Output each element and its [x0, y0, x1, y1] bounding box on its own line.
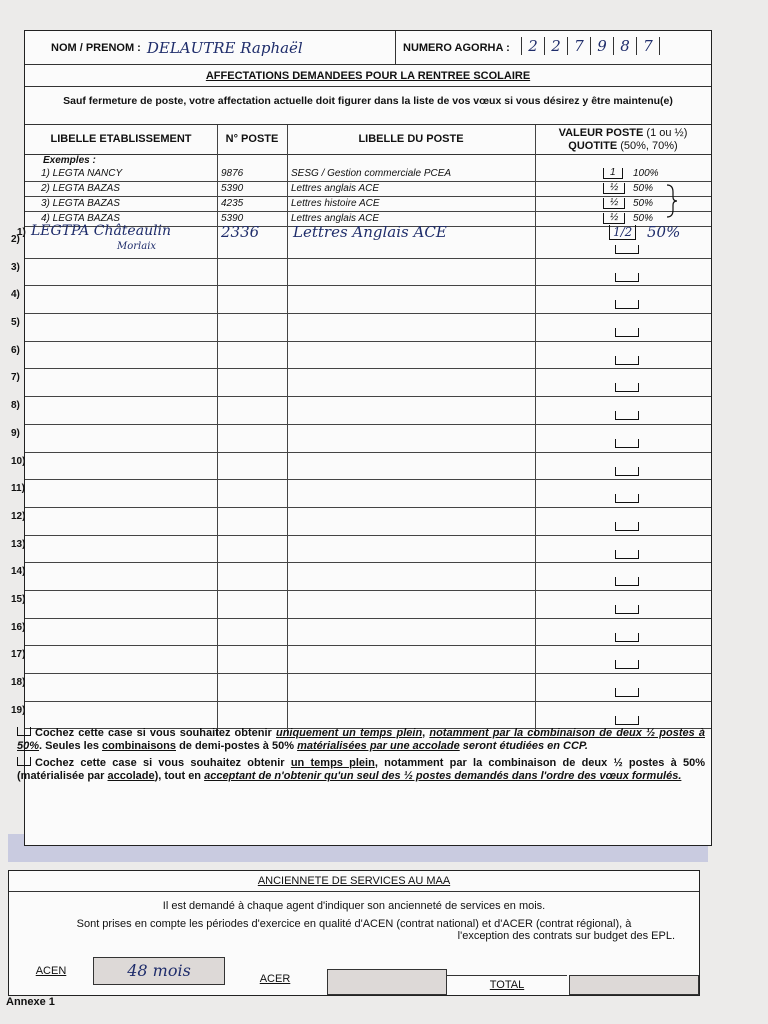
wish-number: 13)	[11, 538, 26, 550]
example-libelle: Lettres anglais ACE	[291, 213, 380, 224]
wish-row[interactable]	[11, 702, 711, 730]
checkbox-temps-plein-uniquement[interactable]	[17, 727, 31, 736]
agorha-digits[interactable]	[521, 37, 660, 55]
example-libelle: Lettres histoire ACE	[291, 198, 380, 209]
quotite-sub: (50%, 70%)	[620, 139, 678, 152]
wish-row[interactable]	[11, 342, 711, 370]
example-valeur: ½	[603, 183, 625, 194]
note-text: seront étudiées en CCP.	[462, 740, 588, 752]
wish-quotite: 50%	[647, 223, 681, 241]
valeur-sub: (1 ou ½)	[646, 126, 688, 139]
example-row	[25, 197, 711, 212]
wish-number: 6)	[11, 344, 20, 356]
wish-number: 7)	[11, 372, 20, 384]
wish-number: 10)	[11, 455, 26, 467]
form-title-text: AFFECTATIONS DEMANDEES POUR LA RENTREE SCOLAIRE	[205, 70, 531, 82]
example-valeur: ½	[603, 213, 625, 224]
note-text: combinaisons	[102, 740, 176, 752]
example-poste: 4235	[221, 198, 244, 209]
note-text: de demi-postes à 50%	[179, 740, 294, 752]
affectation-form	[11, 30, 712, 846]
examples-label: Exemples :	[43, 155, 96, 166]
total-label: TOTAL	[447, 975, 567, 995]
wish-number: 3)	[11, 261, 20, 273]
wish-libelle: Lettres Anglais ACE	[293, 223, 447, 241]
note-text: accolade	[107, 770, 155, 782]
example-valeur: ½	[603, 198, 625, 209]
agorha-digit: 7	[567, 37, 590, 55]
wish-number: 1)	[17, 227, 26, 238]
anciennete-title-text: ANCIENNETE DE SERVICES AU MAA	[257, 875, 451, 887]
wish-etab: LEGTPA Châteaulin	[31, 223, 172, 239]
wish-row[interactable]	[11, 425, 711, 453]
valeur-box[interactable]	[615, 411, 639, 420]
valeur-box[interactable]	[615, 439, 639, 448]
example-poste: 9876	[221, 168, 244, 179]
valeur-box[interactable]	[615, 328, 639, 337]
acen-value: 48 mois	[127, 961, 191, 980]
note-text: matérialisées par une accolade	[297, 740, 460, 752]
note-text: Cochez cette case si vous souhaitez obtenir	[35, 757, 285, 769]
acer-value-cell[interactable]	[327, 969, 447, 995]
valeur-box[interactable]	[615, 577, 639, 586]
wish-row[interactable]	[11, 508, 711, 536]
valeur-box[interactable]	[615, 356, 639, 365]
note-text: notamment par la combinaison de deux ½ postes à 50%	[17, 727, 705, 752]
wish-row[interactable]	[11, 314, 711, 342]
identity-row	[25, 31, 711, 65]
anciennete-line-1: Il est demandé à chaque agent d'indiquer son ancienneté de services en mois.	[162, 900, 546, 912]
note-text: , notamment par la combinaison de deux ½ postes à 50% (matérialisée par	[17, 757, 705, 782]
wish-row[interactable]	[11, 397, 711, 425]
note-text: ), tout en	[154, 770, 202, 782]
acen-label: ACEN	[35, 965, 67, 977]
wish-row[interactable]	[11, 369, 711, 397]
col-etab-header: LIBELLE ETABLISSEMENT	[50, 133, 192, 145]
note-text: acceptant de n'obtenir qu'un seul des ½ postes demandés dans l'ordre des vœux formulés.	[204, 770, 682, 782]
wish-number: 2)	[11, 234, 20, 245]
valeur-box[interactable]	[615, 494, 639, 503]
wish-row[interactable]	[11, 591, 711, 619]
note-text: . Seules les	[39, 740, 99, 752]
wish-number: 8)	[11, 400, 20, 412]
wishes-grid	[11, 231, 711, 729]
agorha-label: NUMERO AGORHA :	[403, 41, 510, 54]
example-quotite: 50%	[633, 213, 654, 224]
col-poste-header: N° POSTE	[225, 133, 279, 145]
wish-number: 4)	[11, 289, 20, 301]
note-text: ,	[422, 727, 426, 739]
wish-number: 5)	[11, 317, 20, 329]
total-value-cell[interactable]	[569, 975, 699, 995]
example-row	[25, 182, 711, 197]
wish-number: 14)	[11, 566, 26, 578]
anciennete-section	[8, 870, 700, 996]
valeur-label: VALEUR POSTE	[558, 126, 644, 139]
example-libelle: Lettres anglais ACE	[291, 183, 380, 194]
note-text: Cochez cette case si vous souhaitez obtenir	[35, 727, 272, 739]
wish-number: 11)	[11, 483, 25, 495]
name-value[interactable]: DELAUTRE Raphaël	[146, 38, 303, 57]
annexe-label: Annexe 1	[6, 996, 55, 1008]
valeur-box[interactable]	[615, 300, 639, 309]
example-etab: 1) LEGTA NANCY	[41, 168, 123, 179]
column-headers	[25, 125, 711, 155]
notes-block	[17, 727, 705, 787]
form-title	[25, 65, 711, 87]
acer-label: ACER	[259, 973, 291, 985]
example-poste: 5390	[221, 213, 244, 224]
wish-number: 9)	[11, 427, 20, 439]
col-libelle-header: LIBELLE DU POSTE	[358, 133, 464, 145]
agorha-digit: 9	[590, 37, 613, 55]
wish-number: 17)	[11, 649, 26, 661]
valeur-box[interactable]	[615, 688, 639, 697]
anciennete-title	[9, 871, 699, 892]
valeur-box[interactable]	[615, 633, 639, 642]
wish-number: 16)	[11, 621, 26, 633]
valeur-box[interactable]	[615, 245, 639, 254]
wish-row[interactable]	[11, 286, 711, 314]
agorha-digit: 2	[521, 37, 544, 55]
acen-value-cell[interactable]	[93, 957, 225, 985]
anciennete-line-3: l'exception des contrats sur budget des EPL.	[457, 930, 675, 942]
valeur-box[interactable]	[615, 660, 639, 669]
agorha-digit: 7	[636, 37, 660, 55]
example-quotite: 50%	[633, 198, 654, 209]
wish-row[interactable]	[11, 259, 711, 287]
wish-etab-2: Morlaix	[117, 241, 157, 252]
wish-row[interactable]	[11, 674, 711, 702]
notice: Sauf fermeture de poste, votre affectation actuelle doit figurer dans la liste de vos vœux si vous désirez y être maintenu(e)	[25, 87, 711, 125]
note-temps-plein-uniquement	[17, 727, 705, 753]
wish-row[interactable]	[11, 646, 711, 674]
wish-row[interactable]	[11, 619, 711, 647]
wish-poste: 2336	[221, 223, 260, 241]
checkbox-temps-plein-ou-demi[interactable]	[17, 757, 31, 766]
valeur-box[interactable]	[615, 273, 639, 282]
agorha-digit: 2	[544, 37, 567, 55]
example-libelle: SESG / Gestion commerciale PCEA	[291, 168, 452, 179]
wish-number: 18)	[11, 677, 26, 688]
anciennete-line-2: Sont prises en compte les périodes d'exercice en qualité d'ACEN (contrat national) et d'ACER (contrat régional), à	[76, 918, 632, 930]
wish-number: 19)	[11, 704, 26, 716]
example-valeur: 1	[603, 168, 623, 179]
valeur-box[interactable]	[615, 467, 639, 476]
wish-number: 12)	[11, 510, 26, 522]
wish-row[interactable]	[11, 453, 711, 481]
note-text: un temps plein	[290, 757, 375, 769]
note-text: uniquement un temps plein	[275, 727, 423, 739]
wish-row[interactable]	[11, 231, 711, 259]
wish-row[interactable]	[11, 536, 711, 564]
example-quotite: 100%	[633, 168, 659, 179]
quotite-label: QUOTITE	[568, 139, 618, 152]
valeur-box[interactable]	[615, 605, 639, 614]
wish-number: 15)	[11, 593, 26, 605]
wish-row[interactable]	[11, 563, 711, 591]
wish-valeur: 1/2	[609, 225, 636, 240]
valeur-box[interactable]	[615, 550, 639, 559]
example-etab: 2) LEGTA BAZAS	[41, 183, 120, 194]
example-quotite: 50%	[633, 183, 654, 194]
col-valeur-header	[535, 125, 711, 154]
example-row	[25, 167, 711, 182]
example-etab: 3) LEGTA BAZAS	[41, 198, 120, 209]
agorha-digit: 8	[613, 37, 636, 55]
identity-divider	[395, 31, 396, 65]
wish-row[interactable]	[11, 480, 711, 508]
name-label: NOM / PRENOM :	[51, 41, 141, 54]
accolade-bracket	[665, 183, 679, 219]
note-temps-plein-ou-demi	[17, 757, 705, 783]
valeur-box[interactable]	[615, 522, 639, 531]
examples-block	[25, 155, 711, 227]
valeur-box[interactable]	[615, 383, 639, 392]
valeur-box[interactable]	[615, 716, 639, 725]
example-etab: 4) LEGTA BAZAS	[41, 213, 120, 224]
example-poste: 5390	[221, 183, 244, 194]
